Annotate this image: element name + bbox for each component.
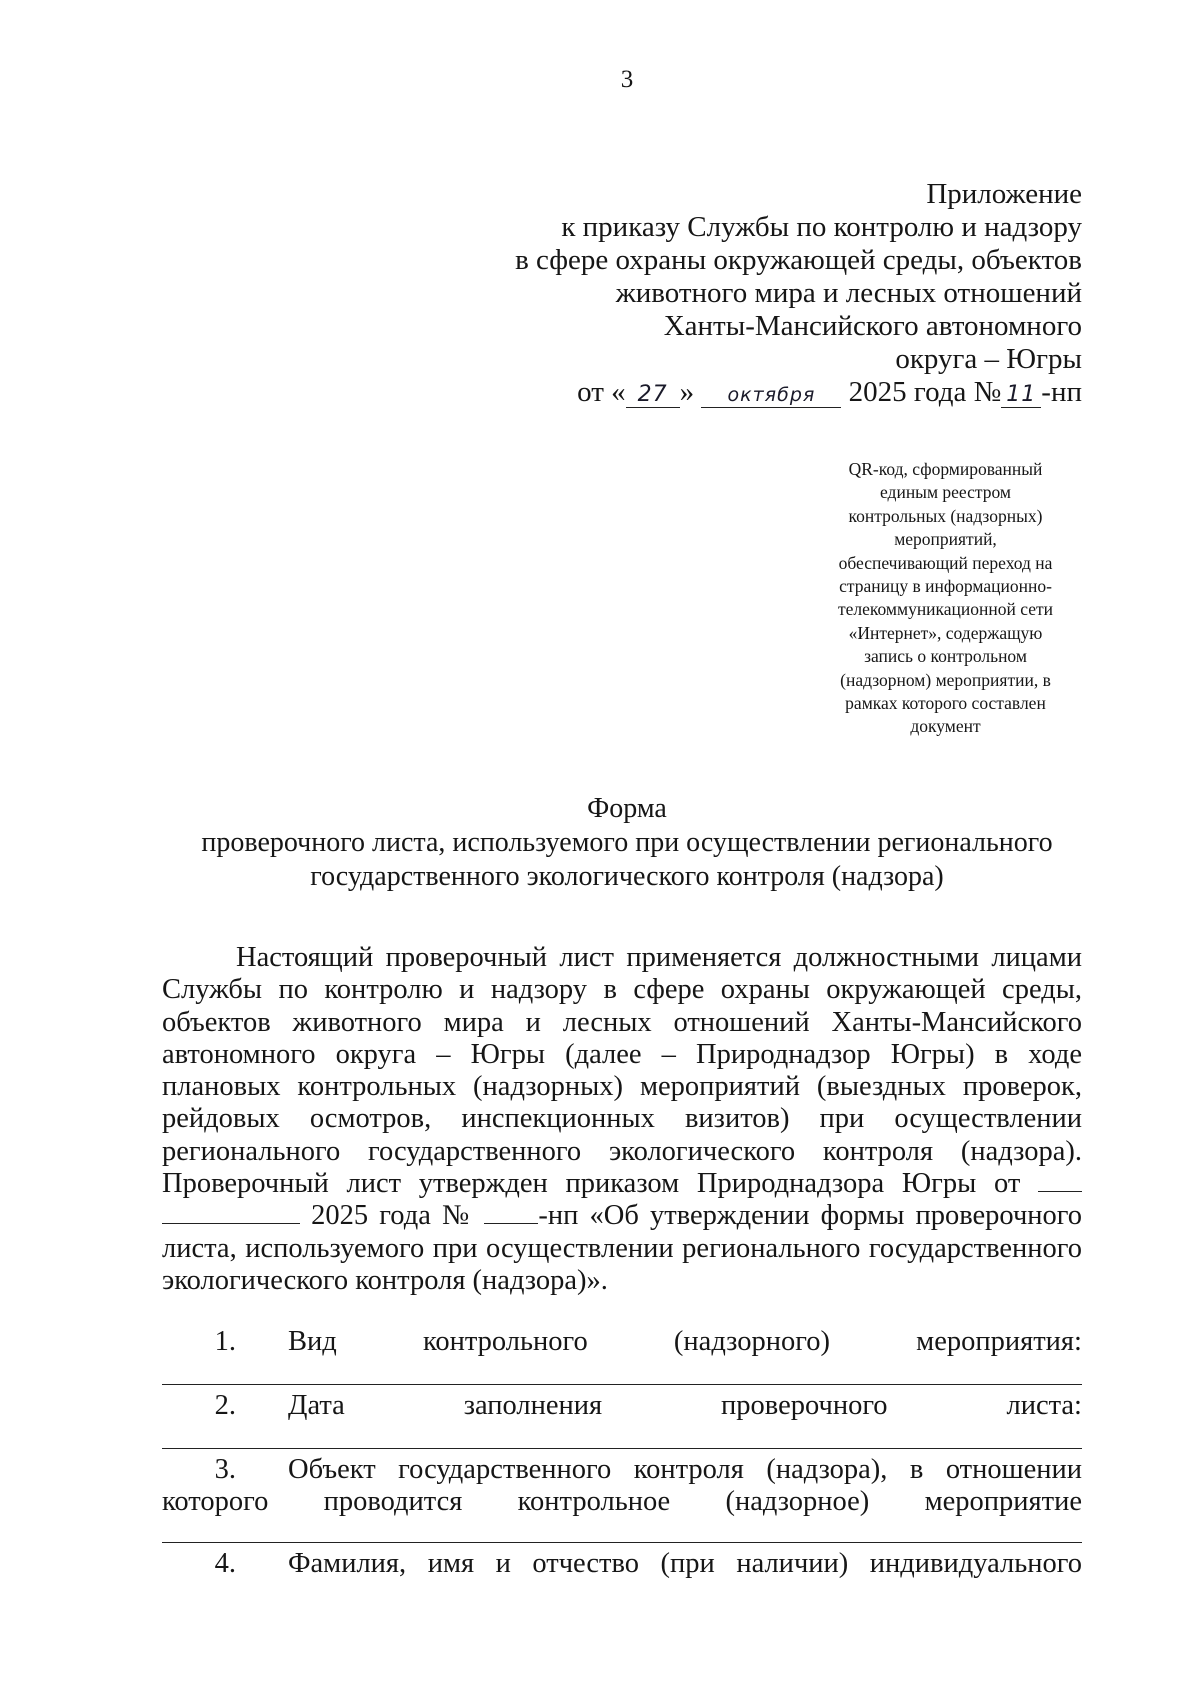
- form-item-2: 2. Дата заполнения проверочного листа:: [214, 1390, 1082, 1421]
- handwritten-day: 27: [626, 383, 680, 408]
- appendix-line: округа – Югры: [895, 343, 1082, 375]
- blank-day-field: [1038, 1169, 1082, 1192]
- form-item-4: 4. Фамилия, имя и отчество (при наличии) индивидуального: [214, 1548, 1082, 1579]
- fill-line-item-3: [162, 1542, 1082, 1543]
- handwritten-month: октября: [701, 383, 841, 408]
- handwritten-order-number: 11: [1001, 383, 1041, 408]
- blank-month-field: [162, 1201, 300, 1224]
- appendix-line: в сфере охраны окружающей среды, объектов: [515, 244, 1082, 276]
- appendix-line: к приказу Службы по контролю и надзору: [561, 211, 1082, 243]
- appendix-header: [515, 178, 1082, 409]
- appendix-line: животного мира и лесных отношений: [615, 277, 1082, 309]
- fill-line-item-1: [162, 1384, 1082, 1385]
- form-item-3: 3. Объект государственного контроля (надзора), в отношении которого проводится контрольное (надзорное) мероприятие: [162, 1454, 1082, 1517]
- appendix-title: Приложение: [926, 178, 1082, 210]
- fill-line-item-2: [162, 1448, 1082, 1449]
- order-date-line: от « 27 » октября 2025 года № 11 -нп: [577, 376, 1082, 408]
- blank-number-field: [484, 1201, 538, 1224]
- appendix-line: Ханты-Мансийского автономного: [663, 310, 1082, 342]
- intro-paragraph: Настоящий проверочный лист применяется должностными лицами Службы по контролю и надзору в сфере охраны окружающей среды, объектов животного мира и лесных отношений Ханты-Мансийского автономного округа – Югры (далее – Природнадзор Югры) в ходе плановых контрольных (надзорных) мероприятий (выездных проверок, рейдовых осмотров, инспекционных визитов) при осуществлении регионального государственного экологического контроля (надзора). Проверочный лист утвержден приказом Природнадзора Югры от 2025 года № -нп «Об утверждении формы проверочного листа, используемого при осуществлении регионального государственного экологического контроля (надзора)».: [162, 942, 1083, 1296]
- form-item-1: 1. Вид контрольного (надзорного) мероприятия:: [214, 1326, 1082, 1357]
- qr-code-note: QR-код, сформированный единым реестром контрольных (надзорных) мероприятий, обеспечивающий переход на страницу в информационно- телекоммуникационной сети «Интернет», содержащую запись о контрольном (надзорном) мероприятии, в рамках которого составлен документ: [837, 459, 1054, 737]
- form-title: Форма проверочного листа, используемого при осуществлении регионального государственного экологического контроля (надзора): [201, 793, 1053, 892]
- page-number: 3: [620, 66, 634, 93]
